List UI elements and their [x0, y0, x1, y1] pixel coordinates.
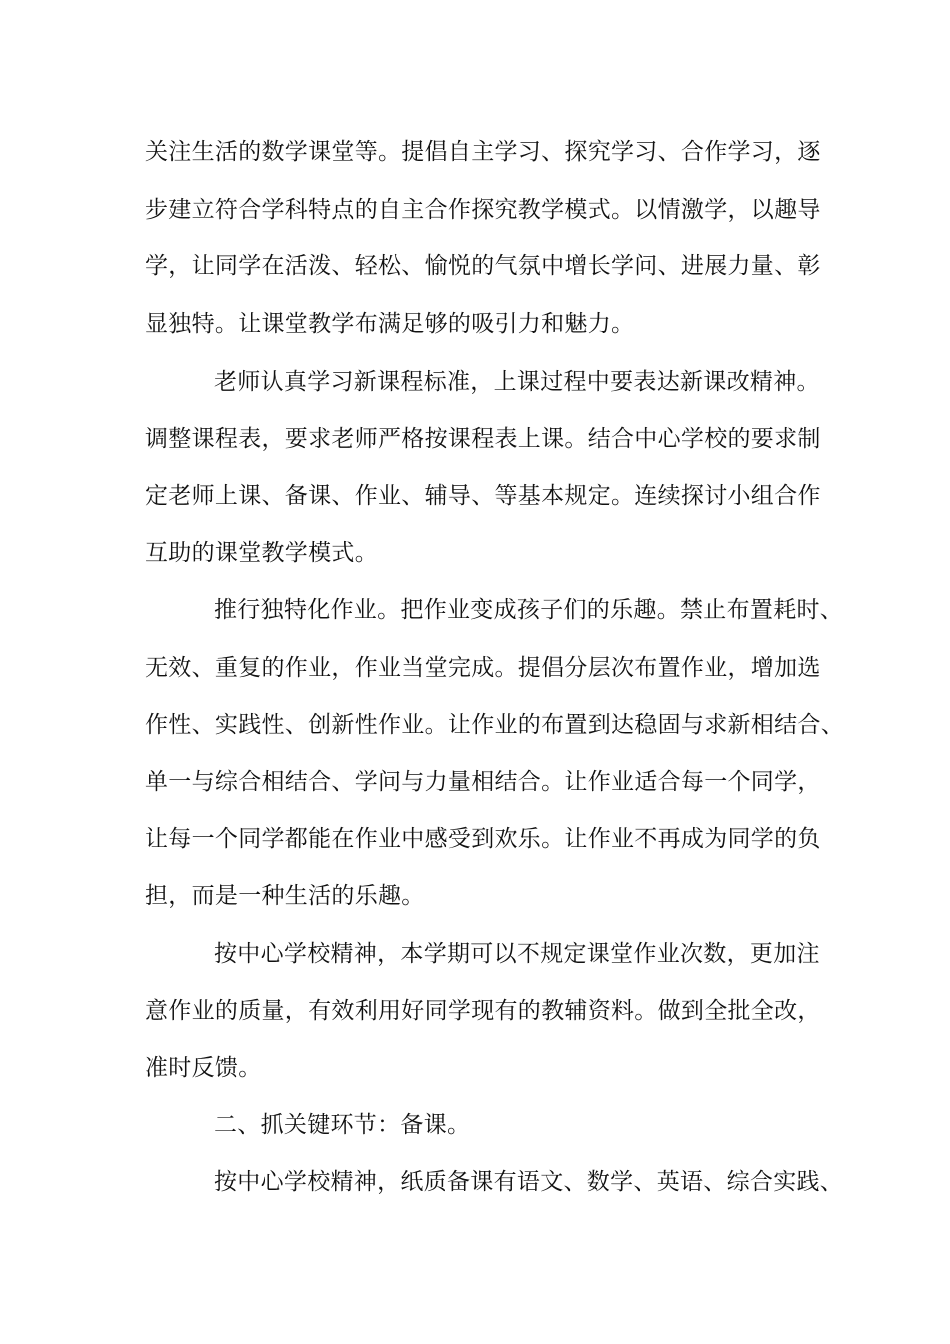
paragraph-first-line: 按中心学校精神，本学期可以不规定课堂作业次数，更加注 [214, 941, 820, 967]
text-line: 关注生活的数学课堂等。提倡自主学习、探究学习、合作学习，逐 [145, 139, 821, 165]
paragraph-first-line: 按中心学校精神，纸质备课有语文、数学、英语、综合实践、 [214, 1169, 844, 1195]
paragraph-first-line: 推行独特化作业。把作业变成孩子们的乐趣。禁止布置耗时、 [214, 597, 844, 623]
text-line: 单一与综合相结合、学问与力量相结合。让作业适合每一个同学， [145, 769, 821, 795]
section-heading: 二、抓关键环节：备课。 [214, 1112, 471, 1138]
text-line: 互助的课堂教学模式。 [145, 540, 378, 566]
text-line: 担，而是一种生活的乐趣。 [145, 883, 425, 909]
text-line: 学，让同学在活泼、轻松、愉悦的气氛中增长学问、进展力量、彰 [145, 253, 821, 279]
text-line: 调整课程表，要求老师严格按课程表上课。结合中心学校的要求制 [145, 426, 821, 452]
text-line: 定老师上课、备课、作业、辅导、等基本规定。连续探讨小组合作 [145, 483, 821, 509]
text-line: 准时反馈。 [145, 1055, 262, 1081]
text-line: 作性、实践性、创新性作业。让作业的布置到达稳固与求新相结合、 [145, 712, 844, 738]
text-line: 无效、重复的作业，作业当堂完成。提倡分层次布置作业，增加选 [145, 655, 821, 681]
text-line: 让每一个同学都能在作业中感受到欢乐。让作业不再成为同学的负 [145, 826, 821, 852]
paragraph-first-line: 老师认真学习新课程标准，上课过程中要表达新课改精神。 [214, 369, 820, 395]
text-line: 意作业的质量，有效利用好同学现有的教辅资料。做到全批全改， [145, 998, 821, 1024]
text-line: 显独特。让课堂教学布满足够的吸引力和魅力。 [145, 311, 635, 337]
text-line: 步建立符合学科特点的自主合作探究教学模式。以情激学，以趣导 [145, 197, 821, 223]
